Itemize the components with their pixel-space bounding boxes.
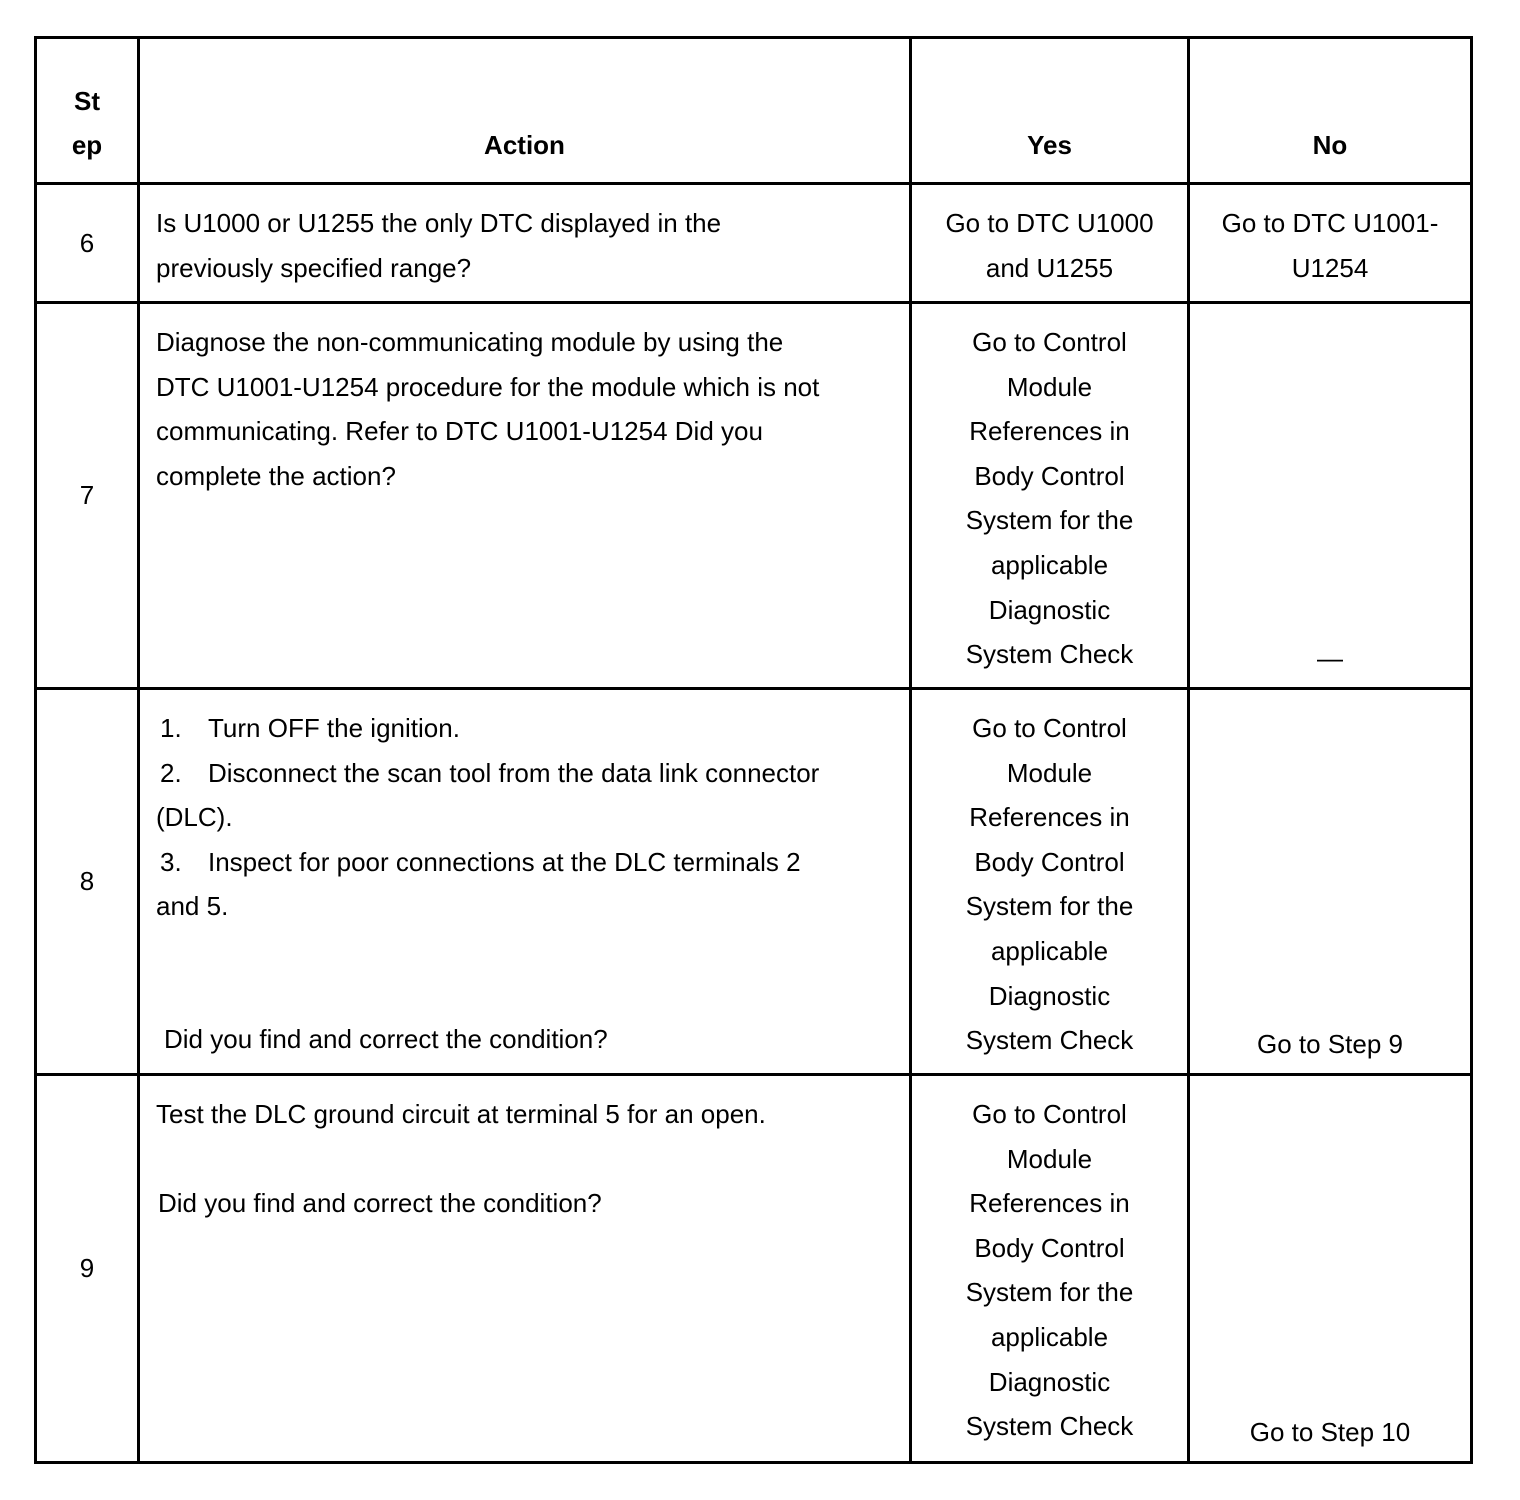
item-number: 2. xyxy=(160,757,182,788)
header-step-line1: St xyxy=(74,85,100,116)
action-cell xyxy=(139,1075,911,1463)
action-text: Is U1000 or U1255 the only DTC displayed in the previously specified range? xyxy=(139,184,911,303)
step-number: 8 xyxy=(36,689,139,1075)
no-result: — xyxy=(1189,303,1472,689)
table-row xyxy=(36,303,1472,689)
header-yes: Yes xyxy=(911,38,1189,184)
action-question: Did you find and correct the condition? xyxy=(158,1187,602,1218)
yes-result: Go to DTC U1000 and U1255 xyxy=(911,184,1189,303)
yes-result: Go to Control Module References in Body Control System for the applicable Diagnostic System Check xyxy=(911,303,1189,689)
item-text: Disconnect the scan tool from the data link connector (DLC). xyxy=(156,757,820,833)
action-question: Did you find and correct the condition? xyxy=(164,1023,608,1054)
yes-result: Go to Control Module References in Body Control System for the applicable Diagnostic System Check xyxy=(911,1075,1189,1463)
action-step-item xyxy=(156,751,829,840)
action-step-item xyxy=(156,840,829,929)
header-action: Action xyxy=(139,38,911,184)
no-result: Go to Step 9 xyxy=(1189,689,1472,1075)
action-cell xyxy=(139,689,911,1075)
diagnostic-table xyxy=(34,36,1473,1464)
item-text: Turn OFF the ignition. xyxy=(208,713,460,743)
header-row xyxy=(36,38,1472,184)
spacer xyxy=(156,929,829,1017)
no-result: Go to DTC U1001-U1254 xyxy=(1189,184,1472,303)
spacer xyxy=(156,1137,829,1181)
header-no: No xyxy=(1189,38,1472,184)
yes-result: Go to Control Module References in Body Control System for the applicable Diagnostic System Check xyxy=(911,689,1189,1075)
item-text: Inspect for poor connections at the DLC terminals 2 and 5. xyxy=(156,846,801,922)
table-row xyxy=(36,184,1472,303)
table-row xyxy=(36,1075,1472,1463)
step-number: 7 xyxy=(36,303,139,689)
table-row xyxy=(36,689,1472,1075)
action-text: Diagnose the non-communicating module by using the DTC U1001-U1254 procedure for the module which is not communicating. Refer to DTC U1001-U1254 Did you complete the action? xyxy=(139,303,911,689)
header-step xyxy=(36,38,139,184)
step-number: 9 xyxy=(36,1075,139,1463)
action-step-item xyxy=(156,706,829,751)
action-text: Test the DLC ground circuit at terminal 5 for an open. xyxy=(156,1099,766,1129)
header-step-line2: ep xyxy=(71,130,103,161)
item-number: 3. xyxy=(160,846,182,877)
step-number: 6 xyxy=(36,184,139,303)
item-number: 1. xyxy=(160,713,182,743)
no-result: Go to Step 10 xyxy=(1189,1075,1472,1463)
